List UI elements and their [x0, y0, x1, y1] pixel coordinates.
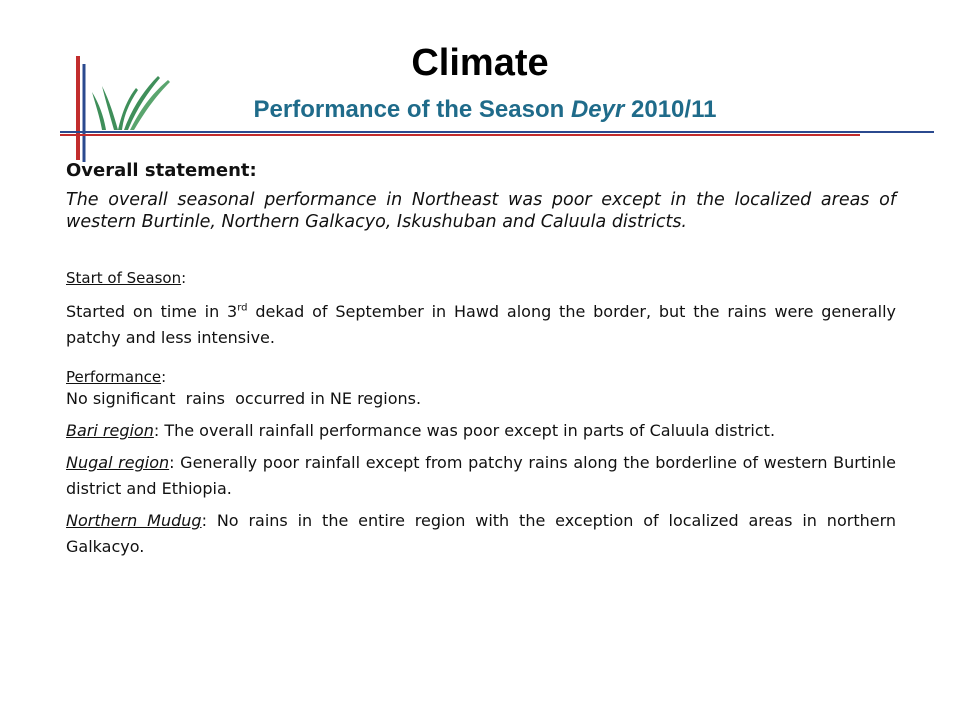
region-nugal [66, 450, 896, 502]
overall-heading: Overall statement: [66, 160, 257, 181]
start-of-season-heading: Start of Season [66, 269, 182, 287]
region-bari [66, 418, 896, 444]
page-title: Climate [411, 42, 549, 84]
subtitle-year: 2010/11 [624, 96, 717, 123]
header-rule-blue [60, 131, 934, 133]
performance-heading-row [66, 367, 896, 386]
start-of-season-heading-row [66, 268, 896, 287]
region-name: Bari region [66, 421, 154, 440]
start-of-season-text [66, 299, 896, 351]
performance-summary: No significant rains occurred in NE regions. [66, 389, 422, 408]
start-text-part1: Started on time in 3 [66, 302, 238, 321]
start-of-season-colon: : [181, 269, 187, 287]
region-name: Nugal region [66, 453, 170, 472]
performance-heading: Performance [66, 368, 162, 386]
region-northern-mudug [66, 508, 896, 560]
subtitle-prefix: Performance of the Season [253, 96, 571, 123]
subtitle-season: Deyr [570, 96, 625, 123]
page-subtitle [200, 96, 770, 124]
region-text: : The overall rainfall performance was poor except in parts of Caluula district. [153, 421, 776, 440]
start-text-part2: dekad of September in Hawd along the border, but the rains were generally patchy and less intensive. [66, 302, 896, 347]
region-text: : Generally poor rainfall except from patchy rains along the borderline of western Burtinle district and Ethiopia. [66, 453, 896, 498]
slide-content [66, 160, 896, 560]
performance-colon: : [161, 368, 167, 386]
header-rule-red [60, 134, 860, 136]
start-text-sup: rd [237, 302, 248, 314]
region-text: : No rains in the entire region with the exception of localized areas in northern Galkacyo. [66, 511, 897, 556]
overall-text: The overall seasonal performance in Northeast was poor except in the localized areas of western Burtinle, Northern Galkacyo, Iskushuban and Caluula districts. [66, 190, 896, 232]
region-name: Northern Mudug [66, 511, 202, 530]
logo-blade-1 [92, 92, 106, 130]
